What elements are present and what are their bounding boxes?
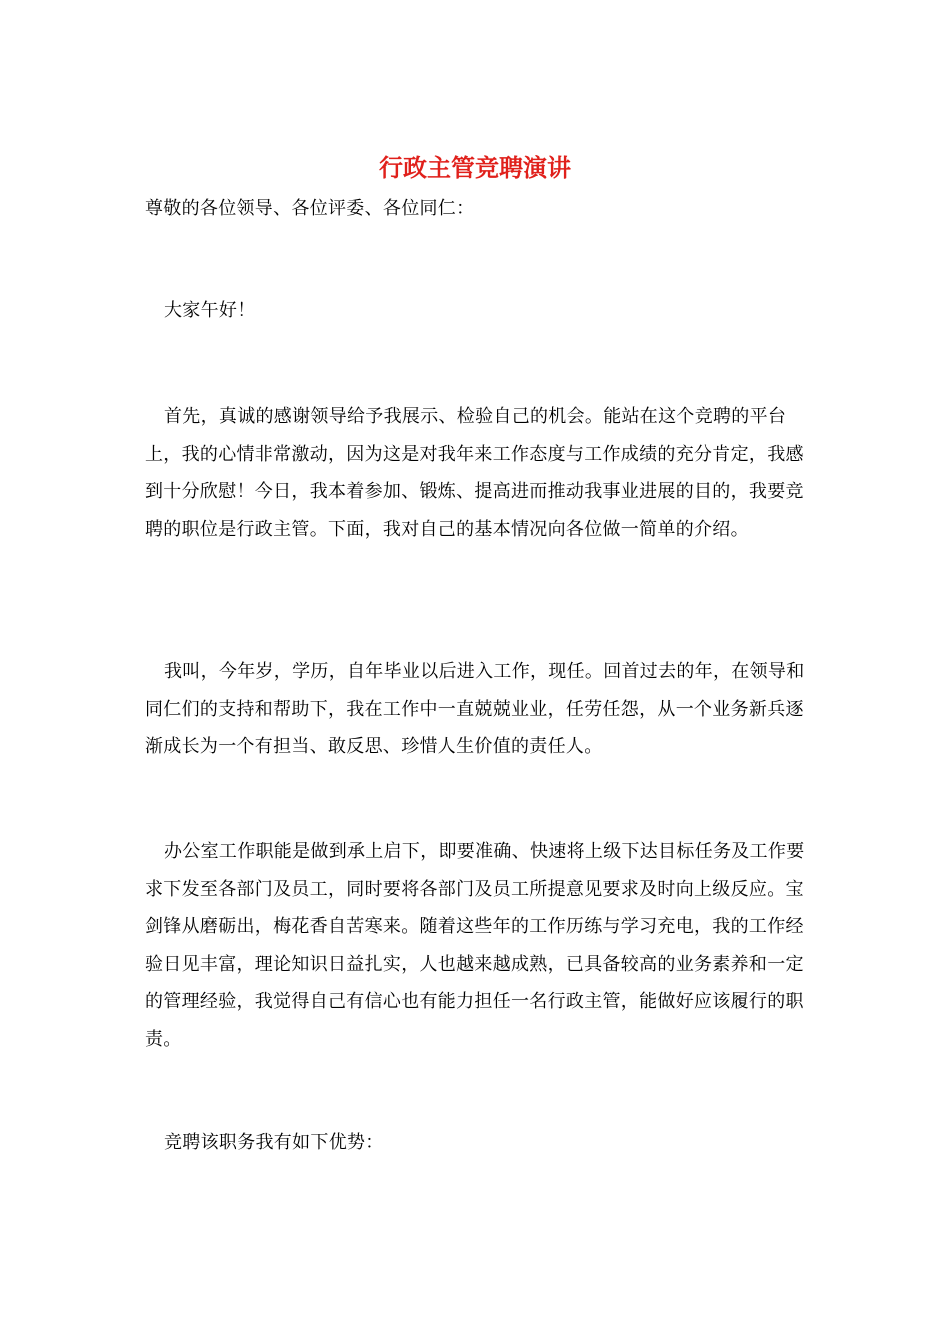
paragraph-greeting: 大家午好！: [164, 300, 256, 321]
paragraph-qualifications: 办公室工作职能是做到承上启下，即要准确、快速将上级下达目标任务及工作要求下发至各部门及员工，同时要将各部门及员工所提意见要求及时向上级反应。宝剑锋从磨砺出，梅花香自苦寒来。随着这些年的工作历练与学习充电，我的工作经验日见丰富，理论知识日益扎实，人也越来越成熟，已具备较高的业务素养和一定的管理经验，我觉得自己有信心也有能力担任一名行政主管，能做好应该履行的职责。: [145, 841, 805, 1050]
salutation: 尊敬的各位领导、各位评委、各位同仁：: [145, 198, 475, 219]
paragraph-introduction: 首先，真诚的感谢领导给予我展示、检验自己的机会。能站在这个竞聘的平台上，我的心情非常激动，因为这是对我年来工作态度与工作成绩的充分肯定，我感到十分欣慰！今日，我本着参加、锻炼、提高进而推动我事业进展的目的，我要竞聘的职位是行政主管。下面，我对自己的基本情况向各位做一简单的介绍。: [145, 406, 804, 540]
paragraph-background: 我叫，今年岁，学历，自年毕业以后进入工作，现任。回首过去的年，在领导和同仁们的支持和帮助下，我在工作中一直兢兢业业，任劳任怨，从一个业务新兵逐渐成长为一个有担当、敢反思、珍惜人生价值的责任人。: [145, 661, 805, 757]
document-title: 行政主管竞聘演讲: [379, 153, 571, 182]
paragraph-advantages-intro: 竞聘该职务我有如下优势：: [164, 1132, 384, 1153]
